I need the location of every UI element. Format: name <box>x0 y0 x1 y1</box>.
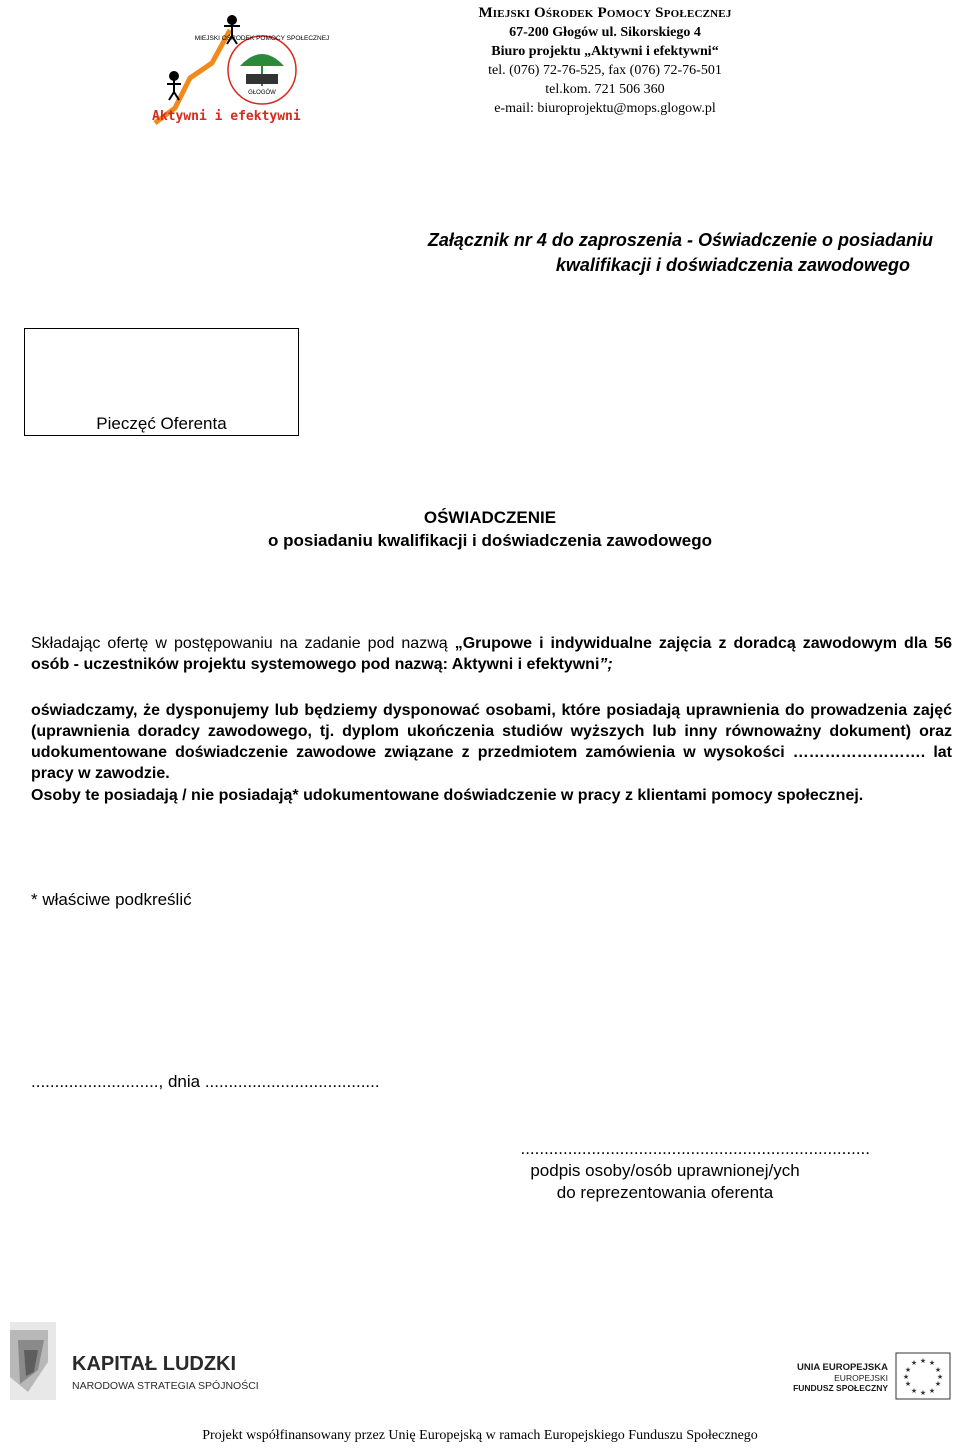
kl-title: KAPITAŁ LUDZKI <box>72 1353 237 1375</box>
declaration-subtitle: o posiadaniu kwalifikacji i doświadczenia zawodowego <box>268 531 712 550</box>
org-email: e-mail: biuroprojektu@mops.glogow.pl <box>494 101 716 116</box>
eu-logo <box>780 1348 955 1404</box>
svg-text:★: ★ <box>910 1359 918 1367</box>
svg-text:MIEJSKI OŚRODEK POMOCY SPOŁECZ: MIEJSKI OŚRODEK POMOCY SPOŁECZNEJ <box>194 35 330 42</box>
stamp-box <box>24 328 299 436</box>
mops-logo <box>150 8 350 130</box>
org-mobile: tel.kom. 721 506 360 <box>545 82 665 97</box>
svg-text:★: ★ <box>902 1373 910 1381</box>
svg-text:★: ★ <box>928 1387 936 1395</box>
header-address-block <box>440 4 770 118</box>
org-name: Miejski Ośrodek Pomocy Społecznej <box>478 5 732 21</box>
svg-text:★: ★ <box>934 1380 942 1388</box>
declaration-title: OŚWIADCZENIE <box>423 508 557 527</box>
kl-subtitle: NARODOWA STRATEGIA SPÓJNOŚCI <box>72 1380 259 1392</box>
emblem-icon <box>195 33 330 104</box>
svg-text:★: ★ <box>936 1373 944 1381</box>
project-office: Biuro projektu „Aktywni i efektywni“ <box>491 44 719 59</box>
ue-line-3: FUNDUSZ SPOŁECZNY <box>793 1383 888 1393</box>
p1-intro: Składając ofertę w postępowaniu na zadanie pod nazwą <box>31 635 455 652</box>
svg-text:★: ★ <box>934 1366 942 1374</box>
title-line-2: kwalifikacji i doświadczenia zawodowego <box>555 255 910 275</box>
logo-text: Aktywni i efektywni <box>152 109 301 124</box>
paragraph-experience: Osoby te posiadają / nie posiadają* udokumentowane doświadczenie w pracy z klientami pomocy społecznej. <box>31 787 864 804</box>
title-line-1: Załącznik nr 4 do zaproszenia - Oświadczenie o posiadaniu <box>427 230 933 250</box>
svg-text:★: ★ <box>928 1359 936 1367</box>
svg-text:★: ★ <box>904 1380 912 1388</box>
cofinance-note: Projekt współfinansowany przez Unię Europejską w ramach Europejskiego Funduszu Społecznego <box>202 1428 758 1443</box>
footnote: * właściwe podkreślić <box>31 890 192 909</box>
svg-text:GŁOGÓW: GŁOGÓW <box>248 90 276 96</box>
signature-block <box>440 1138 890 1204</box>
signature-dots: .......................................................................... <box>520 1139 870 1158</box>
paragraph-declaration: oświadczamy, że dysponujemy lub będziemy dysponować osobami, które posiadają uprawnienia do prowadzenia zajęć (uprawnienia doradcy zawodowego, tj. dyplom ukończenia studiów wyższych lub inny równoważny dokument) oraz udokumentowane doświadczenie zawodowe związane z przedmiotem zamówienia w wysokości ……………………. lat pracy w zawodzie. <box>31 702 952 782</box>
ue-line-1: UNIA EUROPEJSKA <box>797 1362 888 1373</box>
p1-task: „Grupowe i indywidualne zajęcia z doradcą zawodowym dla 56 osób - uczestników projektu systemowego pod nazwą: <box>31 635 952 673</box>
declaration-heading <box>0 506 960 552</box>
place-date-line: ..........................., dnia ..................................... <box>31 1072 380 1091</box>
p1-project: Aktywni i efektywni <box>451 656 600 673</box>
svg-text:★: ★ <box>904 1366 912 1374</box>
ue-line-2: EUROPEJSKI <box>834 1373 888 1383</box>
signature-label-1: podpis osoby/osób uprawnionej/ych <box>530 1161 800 1180</box>
org-address: 67-200 Głogów ul. Sikorskiego 4 <box>509 25 701 40</box>
svg-text:★: ★ <box>919 1389 927 1397</box>
svg-text:★: ★ <box>910 1387 918 1395</box>
svg-text:★: ★ <box>919 1357 927 1365</box>
kl-emblem-icon <box>10 1322 56 1400</box>
org-phone: tel. (076) 72-76-525, fax (076) 72-76-501 <box>488 63 722 78</box>
paragraph-intro <box>31 633 952 675</box>
stamp-label: Pieczęć Oferenta <box>96 414 227 433</box>
p1-end: ”; <box>599 656 613 673</box>
kapital-ludzki-logo <box>8 1322 268 1404</box>
signature-label-2: do reprezentowania oferenta <box>556 1183 774 1202</box>
document-title <box>60 228 940 278</box>
eu-flag-icon <box>896 1353 950 1399</box>
